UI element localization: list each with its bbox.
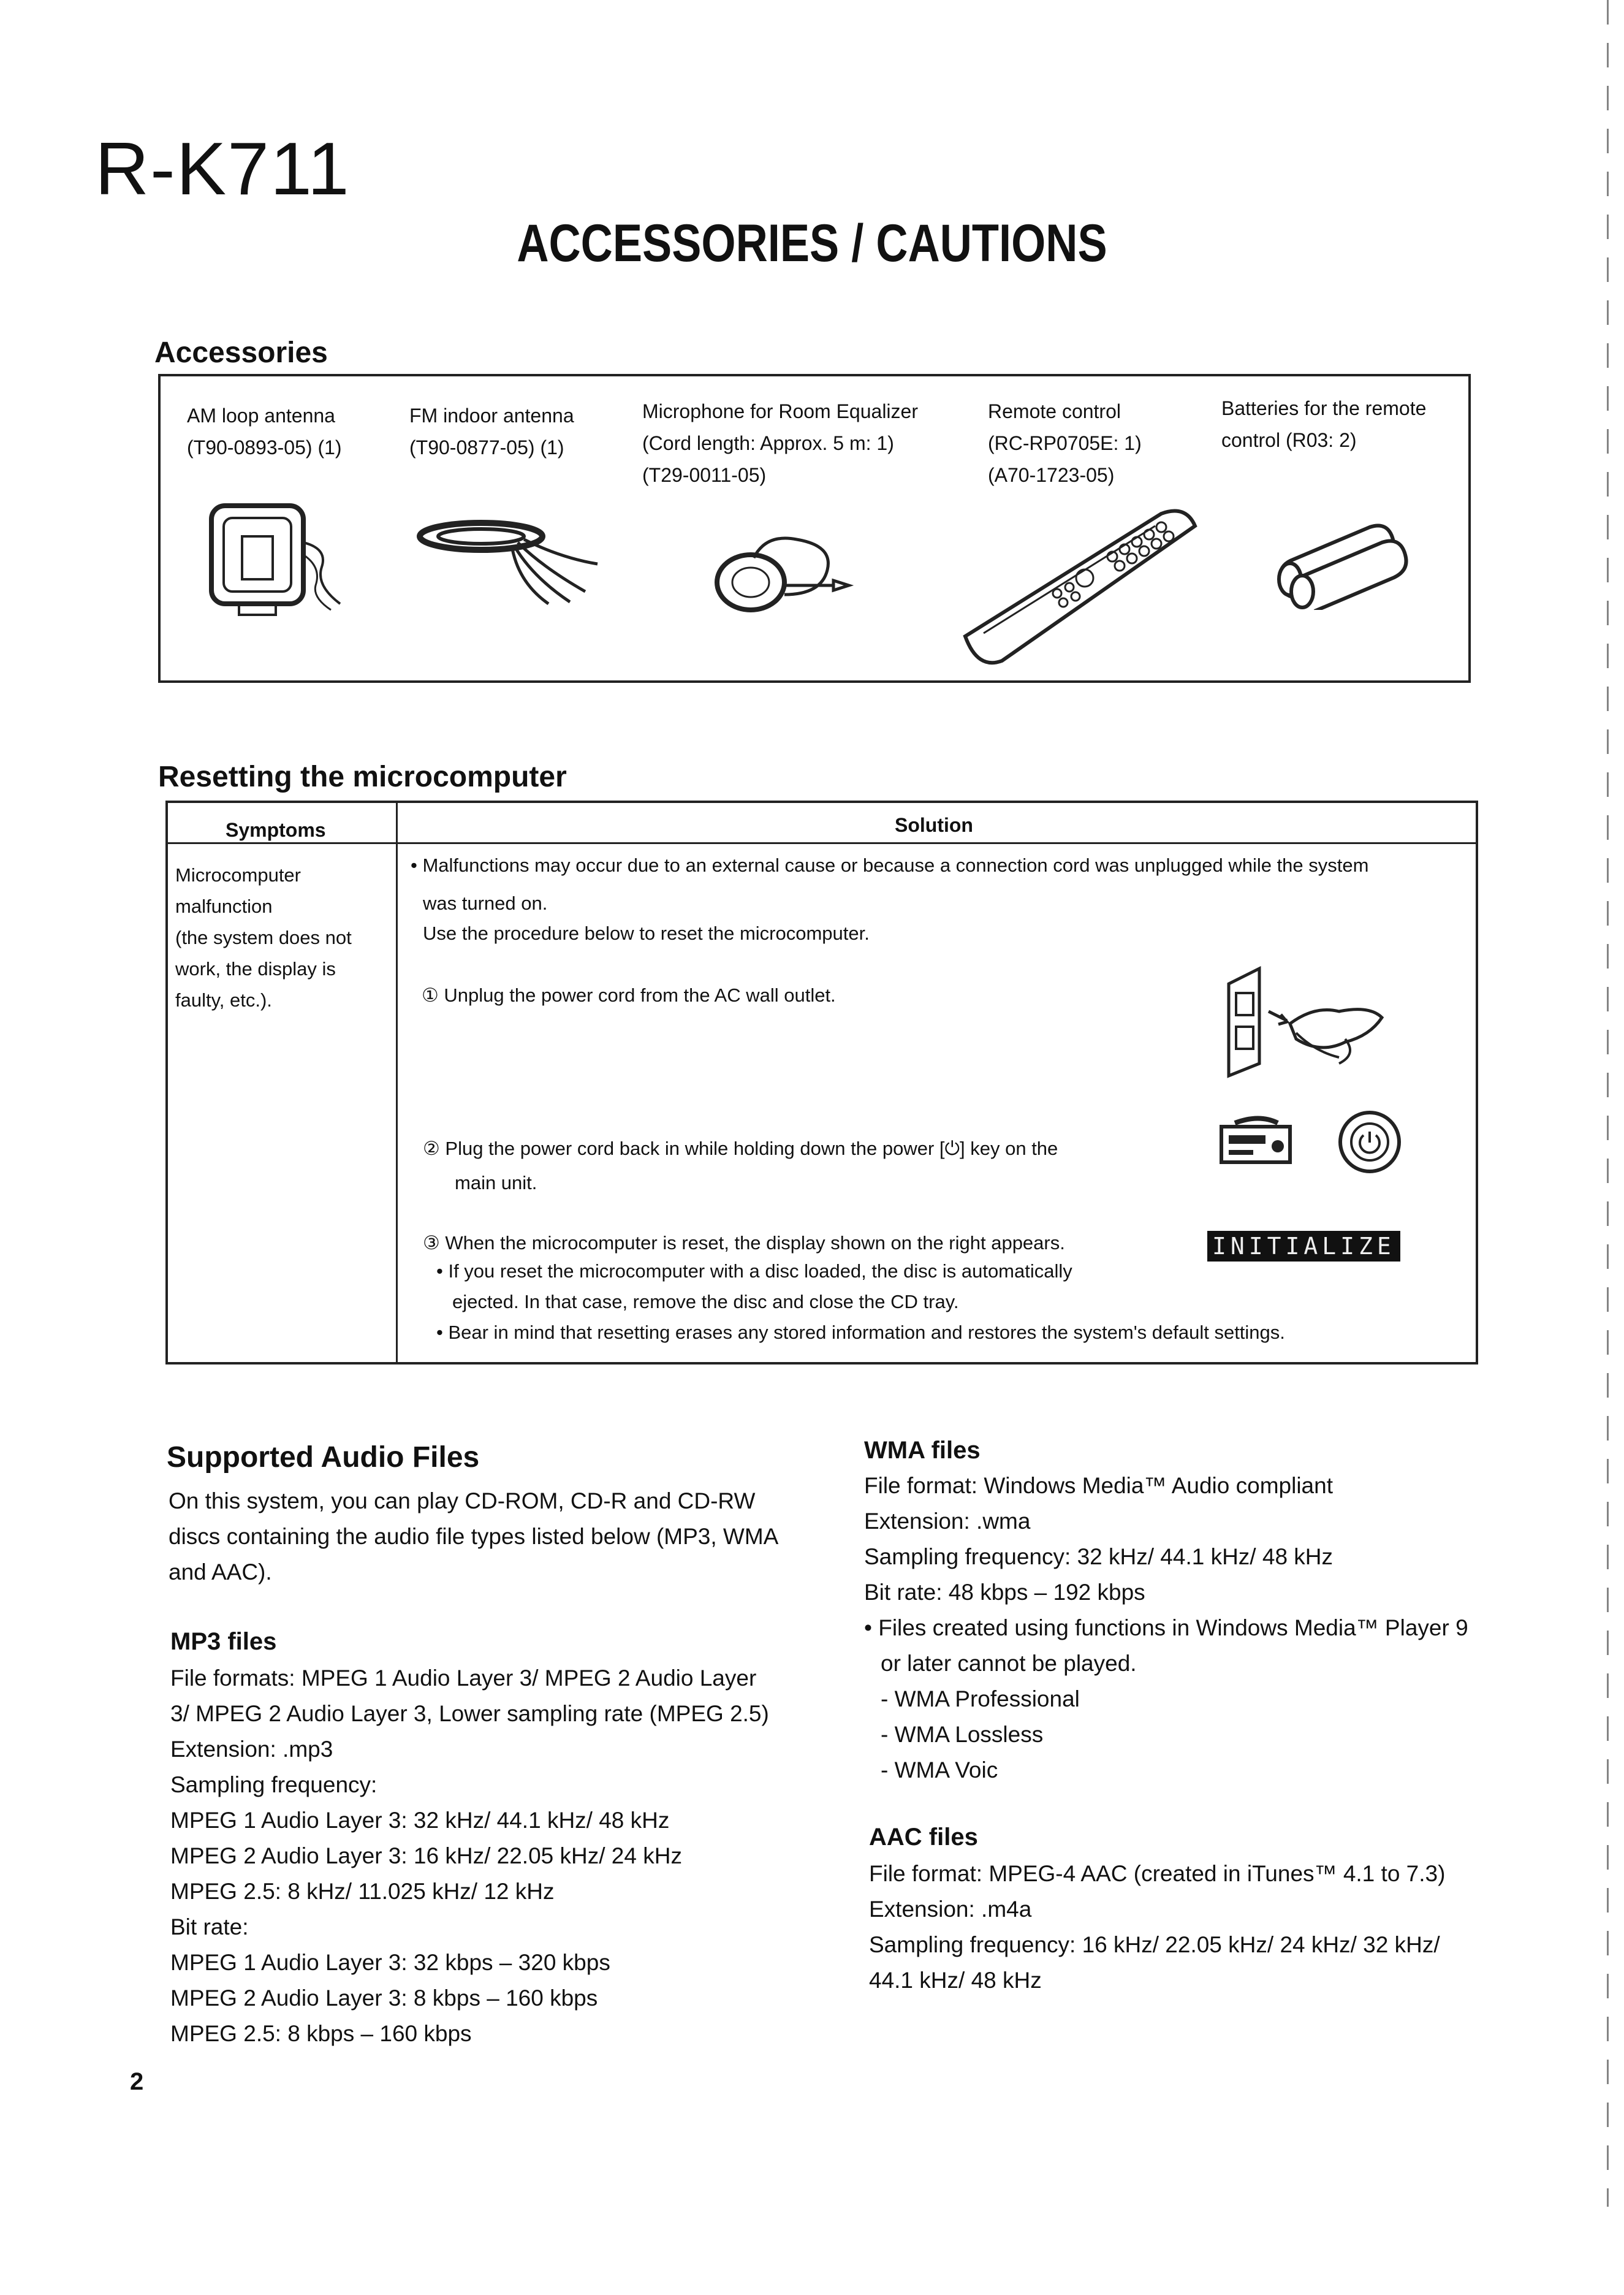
symptom-line: Microcomputer: [175, 864, 301, 886]
symptom-line: malfunction: [175, 896, 273, 917]
mp3-line: Bit rate:: [170, 1914, 249, 1939]
aac-line: Sampling frequency: 16 kHz/ 22.05 kHz/ 24 kHz/ 32 kHz/: [869, 1932, 1440, 1957]
accessories-heading: Accessories: [154, 337, 328, 369]
mp3-line: File formats: MPEG 1 Audio Layer 3/ MPEG 2 Audio Layer: [170, 1665, 757, 1691]
solution-step-2-cont: main unit.: [455, 1172, 537, 1193]
accessory-batteries: [1221, 392, 1426, 456]
model-number: R-K711: [95, 127, 351, 210]
power-button-icon: [1336, 1108, 1403, 1176]
accessory-fm-antenna: [409, 400, 574, 463]
accessory-name: Microphone for Room Equalizer: [642, 400, 918, 422]
supported-intro: [169, 1483, 778, 1590]
solution-column-header: Solution: [895, 814, 973, 836]
accessory-am-antenna: [187, 400, 342, 463]
aac-line: Extension: .m4a: [869, 1897, 1032, 1922]
accessory-name: Batteries for the remote: [1221, 397, 1427, 419]
accessory-detail: (T29-0011-05): [642, 464, 767, 486]
mp3-line: MPEG 2.5: 8 kbps – 160 kbps: [170, 2021, 472, 2046]
wma-line: Sampling frequency: 32 kHz/ 44.1 kHz/ 48 kHz: [864, 1544, 1334, 1569]
mp3-heading: MP3 files: [170, 1628, 277, 1655]
intro-line: and AAC).: [169, 1559, 272, 1585]
solution-note-2: • Bear in mind that resetting erases any stored information and restores the system's default settings.: [436, 1322, 1285, 1343]
fm-antenna-icon: [408, 509, 610, 613]
wma-heading: WMA files: [864, 1437, 981, 1464]
initialize-display: INITIALIZE: [1207, 1231, 1400, 1262]
solution-intro-line-2: was turned on.: [423, 893, 548, 914]
aac-line: 44.1 kHz/ 48 kHz: [869, 1968, 1042, 1993]
wma-line: Bit rate: 48 kbps – 192 kbps: [864, 1580, 1145, 1605]
accessory-name: AM loop antenna: [187, 405, 335, 427]
mp3-line: MPEG 2 Audio Layer 3: 16 kHz/ 22.05 kHz/ 24 kHz: [170, 1843, 682, 1868]
solution-intro-line-1: • Malfunctions may occur due to an external cause or because a connection cord was unplugged while the system: [411, 854, 1369, 876]
accessory-name: FM indoor antenna: [409, 405, 574, 427]
main-unit-icon: [1216, 1116, 1296, 1168]
table-header-divider: [168, 842, 1476, 844]
batteries-icon: [1265, 518, 1425, 610]
solution-note-1: • If you reset the microcomputer with a disc loaded, the disc is automatically: [436, 1260, 1072, 1282]
wall-outlet-plug-icon: [1223, 965, 1406, 1079]
supported-files-heading: Supported Audio Files: [167, 1441, 480, 1474]
remote-control-icon: [959, 501, 1204, 667]
am-loop-antenna-icon: [202, 500, 355, 622]
accessory-detail: control (R03: 2): [1221, 429, 1357, 451]
mp3-line: MPEG 1 Audio Layer 3: 32 kbps – 320 kbps: [170, 1950, 610, 1975]
aac-details: [869, 1856, 1445, 1998]
symptom-line: (the system does not: [175, 927, 352, 948]
mp3-details: [170, 1661, 769, 2052]
mp3-line: MPEG 2.5: 8 kHz/ 11.025 kHz/ 12 kHz: [170, 1879, 555, 1904]
accessory-detail: (RC-RP0705E: 1): [988, 432, 1142, 454]
wma-details: [864, 1468, 1468, 1788]
wma-line: - WMA Lossless: [881, 1722, 1044, 1747]
solution-step-1: ① Unplug the power cord from the AC wall outlet.: [422, 984, 836, 1006]
accessory-detail: (T90-0877-05) (1): [409, 436, 564, 459]
symptoms-column-header: Symptoms: [226, 819, 326, 841]
aac-line: File format: MPEG-4 AAC (created in iTunes™ 4.1 to 7.3): [869, 1861, 1446, 1886]
accessory-detail: (T90-0893-05) (1): [187, 436, 342, 459]
wma-line: - WMA Voic: [881, 1757, 998, 1783]
reset-heading: Resetting the microcomputer: [158, 761, 567, 793]
accessory-microphone: [642, 395, 918, 491]
mp3-line: MPEG 1 Audio Layer 3: 32 kHz/ 44.1 kHz/ 48 kHz: [170, 1808, 670, 1833]
symptom-cell: [175, 859, 352, 1016]
solution-intro-line-3: Use the procedure below to reset the microcomputer.: [423, 923, 870, 944]
binding-edge-line: [1607, 0, 1609, 2207]
wma-line: or later cannot be played.: [881, 1651, 1137, 1676]
wma-line: File format: Windows Media™ Audio compliant: [864, 1473, 1333, 1498]
accessory-name: Remote control: [988, 400, 1121, 422]
microphone-icon: [711, 524, 858, 616]
symptom-line: faulty, etc.).: [175, 989, 272, 1011]
mp3-line: 3/ MPEG 2 Audio Layer 3, Lower sampling rate (MPEG 2.5): [170, 1701, 769, 1726]
intro-line: On this system, you can play CD-ROM, CD-R and CD-RW: [169, 1488, 756, 1513]
mp3-line: MPEG 2 Audio Layer 3: 8 kbps – 160 kbps: [170, 1985, 598, 2011]
wma-line: Extension: .wma: [864, 1509, 1031, 1534]
aac-heading: AAC files: [869, 1824, 978, 1851]
accessory-remote: [988, 395, 1142, 491]
mp3-line: Sampling frequency:: [170, 1772, 378, 1797]
symptom-line: work, the display is: [175, 958, 336, 980]
wma-line: • Files created using functions in Windows Media™ Player 9: [864, 1615, 1468, 1640]
mp3-line: Extension: .mp3: [170, 1737, 333, 1762]
accessory-detail: (A70-1723-05): [988, 464, 1115, 486]
solution-note-1-cont: ejected. In that case, remove the disc and close the CD tray.: [452, 1291, 959, 1312]
accessory-detail: (Cord length: Approx. 5 m: 1): [642, 432, 894, 454]
solution-step-2: ② Plug the power cord back in while holding down the power [⏻] key on the: [423, 1138, 1058, 1159]
intro-line: discs containing the audio file types listed below (MP3, WMA: [169, 1524, 779, 1549]
page-title: ACCESSORIES / CAUTIONS: [517, 214, 1107, 273]
table-column-divider: [396, 803, 398, 1362]
page-number: 2: [130, 2068, 144, 2095]
wma-line: - WMA Professional: [881, 1686, 1080, 1711]
solution-step-3: ③ When the microcomputer is reset, the display shown on the right appears.: [423, 1232, 1065, 1254]
